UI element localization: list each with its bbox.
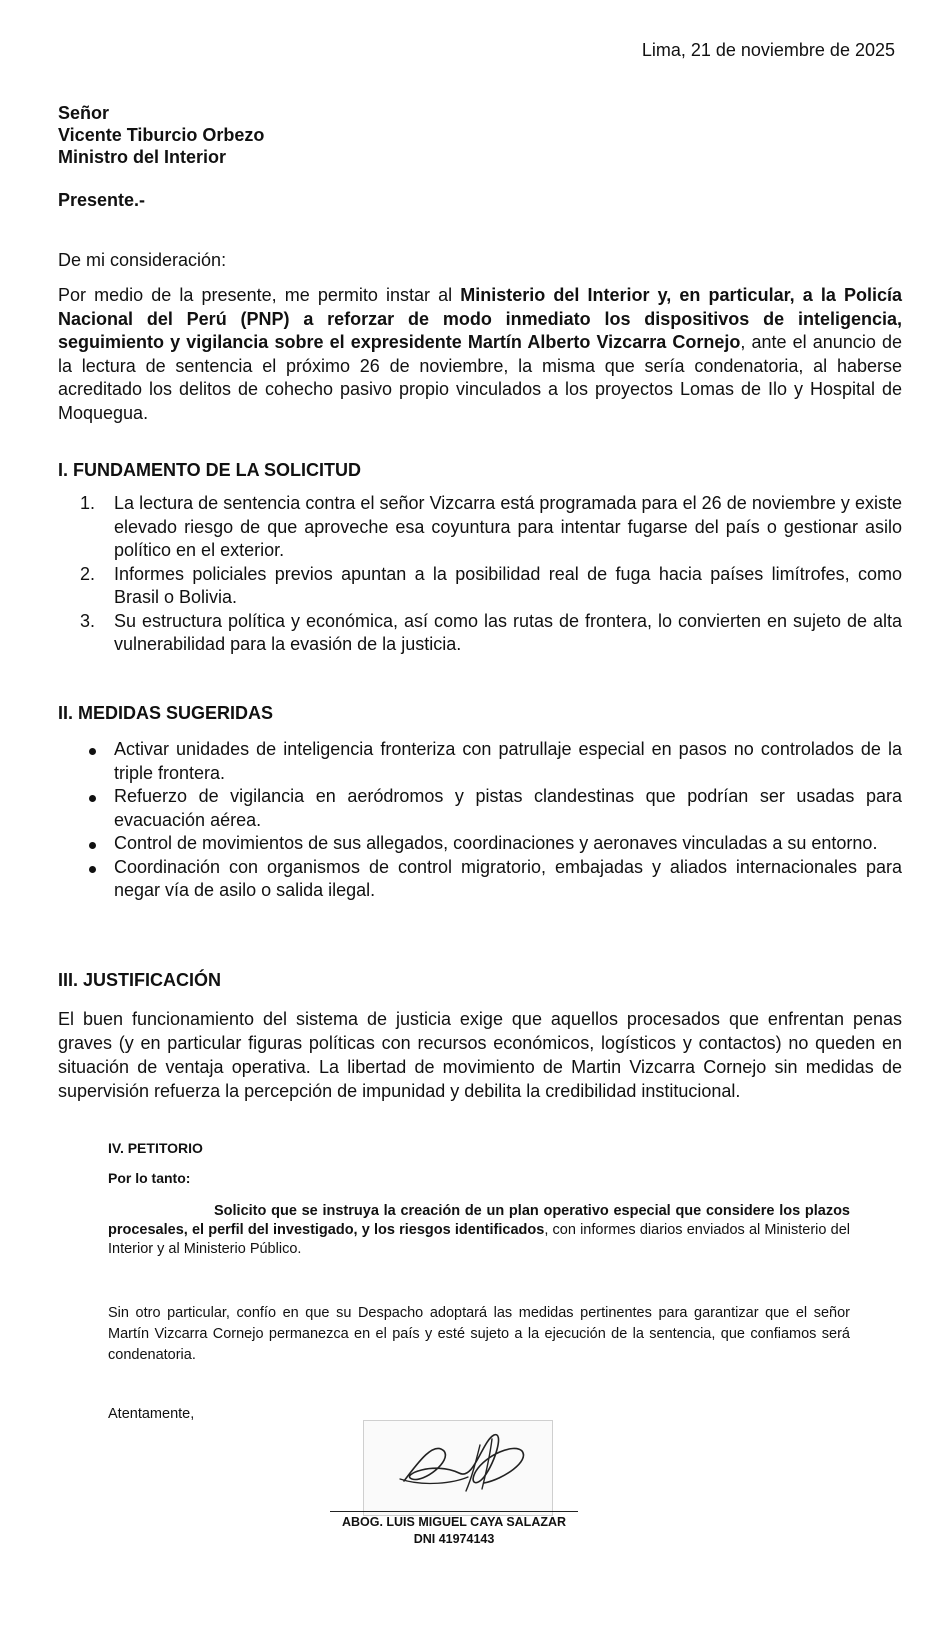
list-item-text: La lectura de sentencia contra el señor Vizcarra está programada para el 26 de noviembre y existe elevado riesgo de que aproveche esa coyuntura para intentar fugarse del país o gestionar asilo político en el exterior. [114,493,902,560]
section-3-heading: III. JUSTIFICACIÓN [58,970,222,990]
section-2-heading: II. MEDIDAS SUGERIDAS [58,703,274,723]
presente-line: Presente.- [58,190,146,210]
list-item [58,785,902,832]
bullet-icon [89,866,96,873]
intro-text-2: , ante el anuncio de la lectura de sentencia el próximo 26 de noviembre, la misma que sería condenatoria, al haberse acreditado los delitos de cohecho pasivo propio vinculados a los proyectos Lomas de Ilo y Hospital de Moquegua. [58,332,902,423]
petition-text: , con informes diarios enviados al Ministerio del Interior y al Ministerio Público. [108,1222,850,1257]
addressee-name: Vicente Tiburcio Orbezo [58,125,265,145]
signature-line [330,1511,578,1512]
addressee-block [58,102,264,168]
signer-dni: DNI 41974143 [413,1532,495,1546]
section-1-heading: I. FUNDAMENTO DE LA SOLICITUD [58,460,361,480]
bullet-icon [89,795,96,802]
list-item-text: Su estructura política y económica, así como las rutas de frontera, lo convierten en sujeto de alta vulnerabilidad para la evasión de la justicia. [114,610,902,654]
list-item-text: Control de movimientos de sus allegados, coordinaciones y aeronaves vinculadas a su entorno. [114,833,878,853]
list-item-text: Activar unidades de inteligencia fronteriza con patrullaje especial en pasos no controlados de la triple frontera. [114,739,902,783]
list-item-text: Refuerzo de vigilancia en aeródromos y pistas clandestinas que podrían ser usadas para evacuación aérea. [114,786,902,830]
intro-text-1: Por medio de la presente, me permito instar al [58,285,461,305]
section-4-heading: IV. PETITORIO [108,1140,203,1156]
closing-paragraph: Sin otro particular, confío en que su Despacho adoptará las medidas pertinentes para garantizar que el señor Martín Vizcarra Cornejo permanezca en el país y esté sujeto a la ejecución de la sentencia, que confiamos será condenatoria. [108,1305,850,1363]
signature-image [363,1420,553,1516]
addressee-title: Señor [58,103,110,123]
sign-off: Atentamente, [108,1406,195,1422]
list-item [58,856,902,903]
list-number: 1. [80,493,96,513]
intro-paragraph [58,284,902,425]
justification-paragraph: El buen funcionamiento del sistema de justicia exige que aquellos procesados que enfrentan penas graves (y en particular figuras políticas con recursos económicos, logísticos y contactos) no queden en situación de ventaja operativa. La libertad de movimiento de Martin Vizcarra Cornejo sin medidas de supervisión refuerza la percepción de impunidad y debilita la credibilidad institucional. [58,1009,902,1101]
petition-lead: Por lo tanto: [108,1170,191,1186]
letter-date: Lima, 21 de noviembre de 2025 [641,40,895,60]
list-item [58,738,902,785]
petition-bold-text: Solicito que se instruya la creación de un plan operativo especial que considere los plazos procesales, el perfil del investigado, y los riesgos identificados [108,1203,850,1238]
bullet-icon [89,748,96,755]
intro-bold-text: Ministerio del Interior y, en particular, a la Policía Nacional del Perú (PNP) a reforzar de modo inmediato los dispositivos de inteligencia, seguimiento y vigilancia sobre el expresidente Martín Alberto Vizcarra Cornejo [58,285,902,352]
list-item [58,492,902,563]
section-1-list [58,492,902,657]
list-item [58,832,902,856]
signer-name: ABOG. LUIS MIGUEL CAYA SALAZAR [341,1515,567,1529]
list-item [58,563,902,610]
signer-block [275,1514,633,1548]
signature-icon [364,1421,554,1517]
list-item [58,610,902,657]
addressee-position: Ministro del Interior [58,147,227,167]
list-item-text: Coordinación con organismos de control migratorio, embajadas y aliados internacionales para negar vía de asilo o salida ilegal. [114,856,902,900]
petition-paragraph [108,1202,850,1259]
bullet-icon [89,842,96,849]
section-2-list [58,738,902,903]
list-number: 2. [80,563,96,584]
list-item-text: Informes policiales previos apuntan a la posibilidad real de fuga hacia países limítrofes, como Brasil o Bolivia. [114,563,902,607]
list-number: 3. [80,610,96,631]
salutation: De mi consideración: [58,250,227,270]
